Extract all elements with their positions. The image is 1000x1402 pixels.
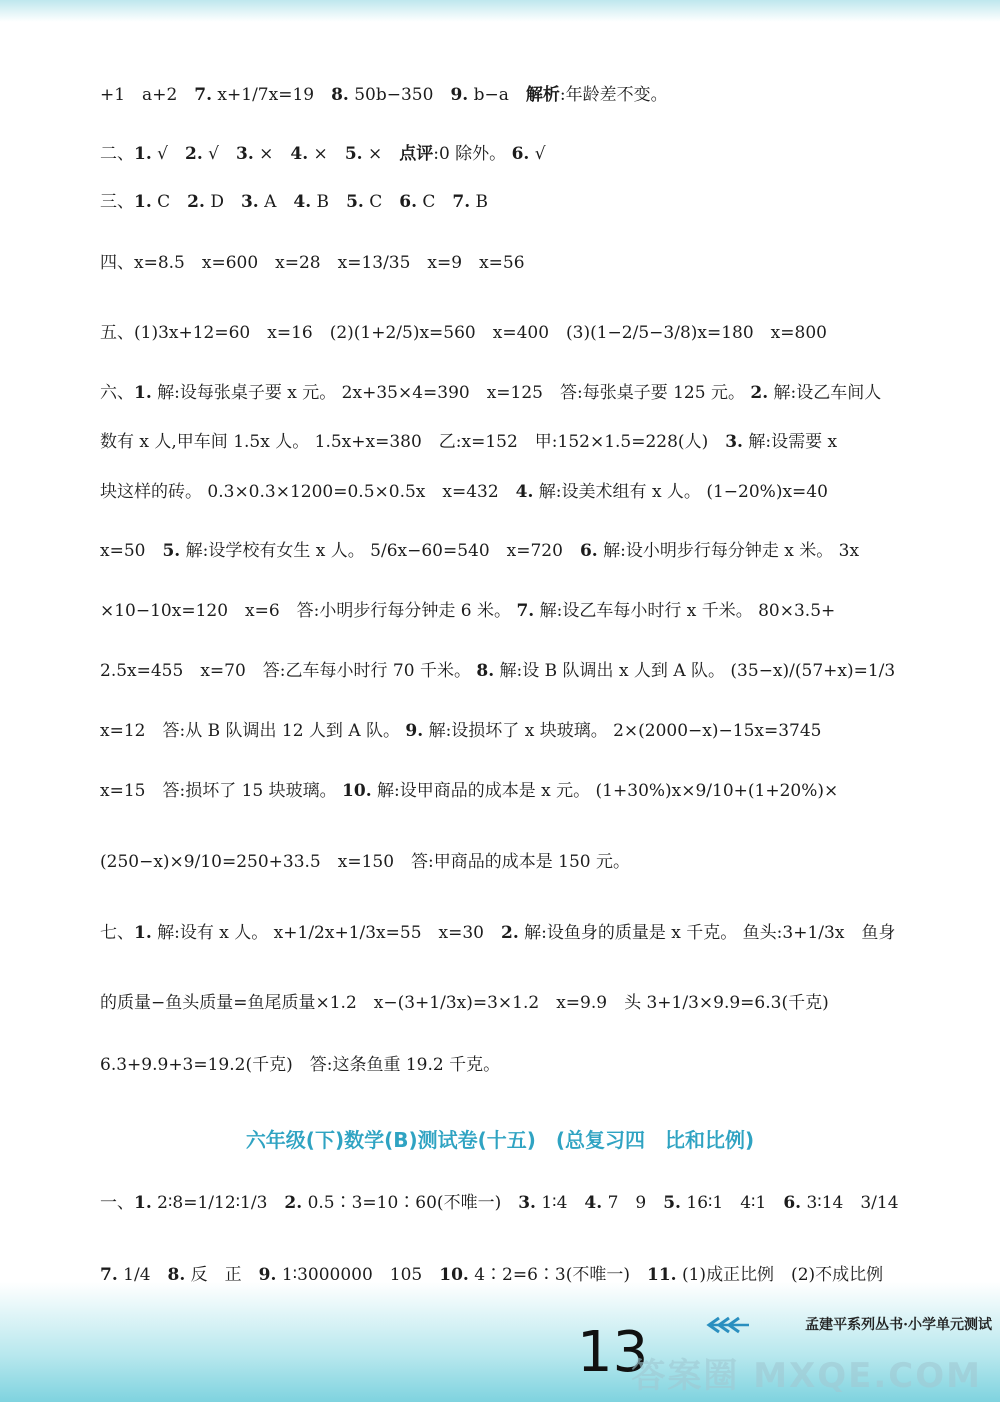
answer-line: x=12 答:从 B 队调出 12 人到 A 队。 9. 解:设损坏了 x 块玻璃。 2×(2000−x)−15x=3745 [100,721,822,741]
answer-line: 数有 x 人,甲车间 1.5x 人。 1.5x+x=380 乙:x=152 甲:152×1.5=228(人) 3. 解:设需要 x [100,432,838,452]
answer-line: 三、1. C 2. D 3. A 4. B 5. C 6. C 7. B [100,192,489,212]
answer-line: ×10−10x=120 x=6 答:小明步行每分钟走 6 米。 7. 解:设乙车每小时行 x 千米。 80×3.5+ [100,601,836,621]
answer-line: 块这样的砖。 0.3×0.3×1200=0.5×0.5x x=432 4. 解:设美术组有 x 人。 (1−20%)x=40 [100,482,828,502]
answer-line: 的质量−鱼头质量=鱼尾质量×1.2 x−(3+1/3x)=3×1.2 x=9.9 头 3+1/3×9.9=6.3(千克) [100,993,829,1013]
footer-series-title: 孟建平系列丛书·小学单元测试 [805,1317,992,1333]
answer-line: (250−x)×9/10=250+33.5 x=150 答:甲商品的成本是 150 元。 [100,852,631,872]
top-band [0,0,1000,22]
answer-line: 6.3+9.9+3=19.2(千克) 答:这条鱼重 19.2 千克。 [100,1055,501,1075]
answer-line: 7. 1/4 8. 反 正 9. 1∶3000000 105 10. 4∶2=6∶3(不唯一) 11. (1)成正比例 (2)不成比例 [100,1265,884,1285]
answer-line: 七、1. 解:设有 x 人。 x+1/2x+1/3x=55 x=30 2. 解:设鱼身的质量是 x 千克。 鱼头:3+1/3x 鱼身 [100,923,896,943]
answer-line: 一、1. 2∶8=1/12∶1/3 2. 0.5∶3=10∶60(不唯一) 3. 1∶4 4. 7 9 5. 16∶1 4∶1 6. 3∶14 3/14 [100,1193,899,1213]
answer-line: x=50 5. 解:设学校有女生 x 人。 5/6x−60=540 x=720 6. 解:设小明步行每分钟走 x 米。 3x [100,541,860,561]
answer-line: +1 a+2 7. x+1/7x=19 8. 50b−350 9. b−a 解析:年龄差不变。 [100,85,668,105]
answer-line: 五、(1)3x+12=60 x=16 (2)(1+2/5)x=560 x=400 (3)(1−2/5−3/8)x=180 x=800 [100,323,827,343]
arrow-icon [705,1316,751,1334]
answer-line: x=15 答:损坏了 15 块玻璃。 10. 解:设甲商品的成本是 x 元。 (1+30%)x×9/10+(1+20%)× [100,781,839,801]
answer-line: 二、1. √ 2. √ 3. × 4. × 5. × 点评:0 除外。 6. √ [100,144,546,164]
watermark: 答案圈 MXQE.COM [631,1356,982,1396]
answer-line: 2.5x=455 x=70 答:乙车每小时行 70 千米。 8. 解:设 B 队调出 x 人到 A 队。 (35−x)/(57+x)=1/3 [100,661,896,681]
page-number: 13 [577,1320,649,1385]
answer-line: 四、x=8.5 x=600 x=28 x=13/35 x=9 x=56 [100,253,525,273]
answer-line: 六、1. 解:设每张桌子要 x 元。 2x+35×4=390 x=125 答:每张桌子要 125 元。 2. 解:设乙车间人 [100,383,882,403]
section-title: 六年级(下)数学(B)测试卷(十五) (总复习四 比和比例) [245,1128,755,1152]
